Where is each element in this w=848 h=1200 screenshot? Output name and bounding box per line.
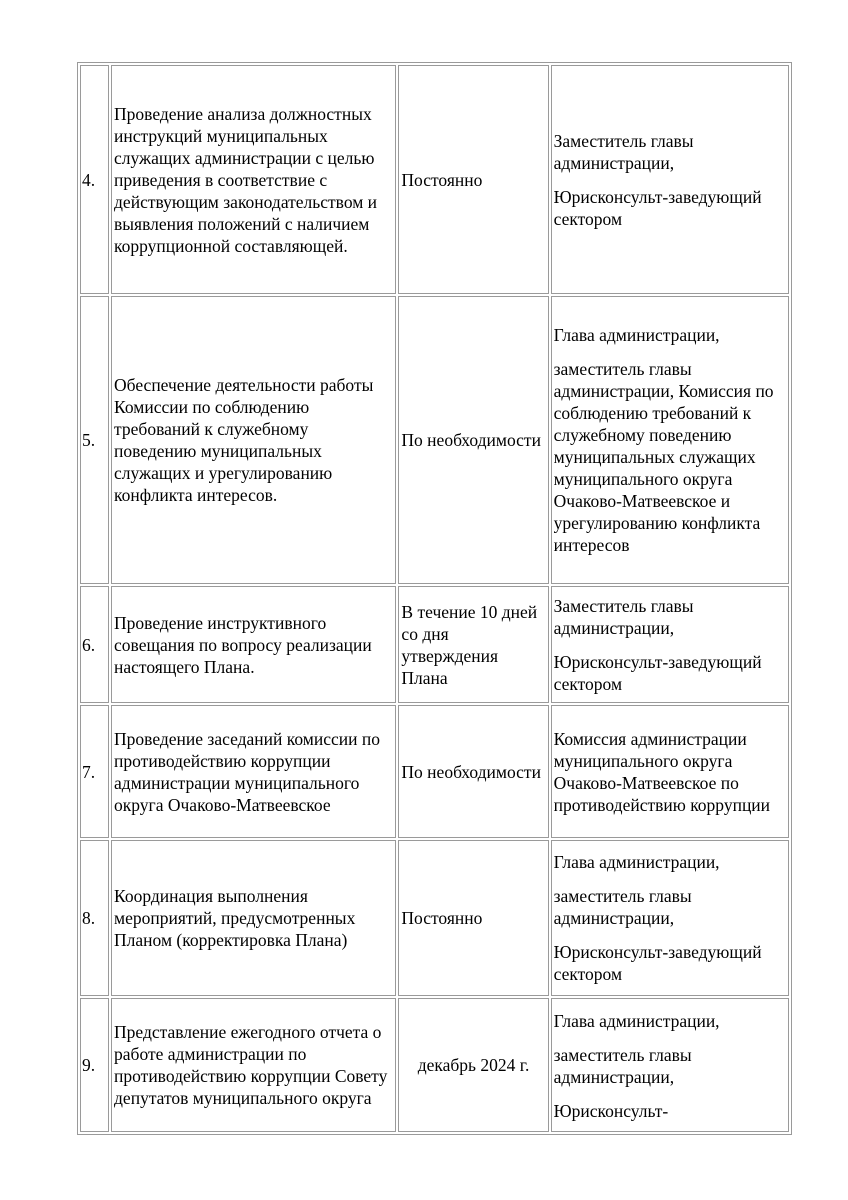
row-number: 7.	[80, 705, 109, 838]
row-term-text: декабрь 2024 г.	[417, 1055, 530, 1075]
row-action: Обеспечение деятельности работы Комиссии по соблюдению требований к служебному поведению муниципальных служащих и урегулированию конфликта интересов.	[111, 296, 396, 584]
responsible-line: заместитель главы администрации, Комиссия по соблюдению требований к служебному поведению муниципальных служащих муниципального округа Очаково-Матвеевское и урегулированию конфликта интересов	[553, 359, 774, 555]
row-term: Постоянно	[398, 65, 548, 294]
table-row	[80, 65, 789, 294]
row-responsible	[551, 705, 789, 838]
responsible-line: заместитель главы администрации,	[553, 886, 692, 928]
responsible-line: Заместитель главы администрации,	[553, 130, 694, 173]
row-term: По необходимости	[398, 296, 548, 584]
responsible-line: Юрисконсульт-заведующий сектором	[553, 942, 762, 984]
responsible-line: Глава администрации,	[553, 325, 720, 345]
responsible-clip	[554, 1000, 786, 1130]
table-row	[80, 705, 789, 838]
plan-table	[77, 62, 792, 1135]
responsible-line: Глава администрации,	[553, 1011, 720, 1031]
row-number: 4.	[80, 65, 109, 294]
table-row	[80, 840, 789, 996]
row-responsible	[551, 998, 789, 1132]
row-number: 9.	[80, 998, 109, 1132]
table-row	[80, 586, 789, 703]
responsible-line: Комиссия администрации муниципального округа Очаково-Матвеевское по противодействию коррупции	[553, 728, 771, 815]
row-number: 5.	[80, 296, 109, 584]
row-action: Проведение инструктивного совещания по вопросу реализации настоящего Плана.	[111, 586, 396, 703]
responsible-line: Юрисконсульт-заведующий сектором	[553, 651, 762, 694]
row-responsible	[551, 65, 789, 294]
row-term	[398, 998, 548, 1132]
row-responsible	[551, 586, 789, 703]
responsible-line: Заместитель главы администрации,	[553, 595, 694, 638]
row-number: 8.	[80, 840, 109, 996]
row-term: По необходимости	[398, 705, 548, 838]
row-action: Представление ежегодного отчета о работе администрации по противодействию коррупции Совету депутатов муниципального округа	[111, 998, 396, 1132]
row-action: Координация выполнения мероприятий, предусмотренных Планом (корректировка Плана)	[111, 840, 396, 996]
responsible-line: заместитель главы администрации,	[553, 1045, 692, 1087]
responsible-line: Глава администрации,	[553, 852, 720, 872]
row-term: Постоянно	[398, 840, 548, 996]
row-responsible	[551, 296, 789, 584]
responsible-line: Юрисконсульт-заведующий сектором	[553, 186, 762, 229]
table-row	[80, 296, 789, 584]
row-responsible	[551, 840, 789, 996]
row-term: В течение 10 дней со дня утверждения Плана	[398, 586, 548, 703]
table-row	[80, 998, 789, 1132]
row-action: Проведение анализа должностных инструкций муниципальных служащих администрации с целью приведения в соответствие с действующим законодательством и выявления положений с наличием коррупционной составляющей.	[111, 65, 396, 294]
row-number: 6.	[80, 586, 109, 703]
responsible-line: Юрисконсульт-	[553, 1101, 669, 1121]
row-action: Проведение заседаний комиссии по противодействию коррупции администрации муниципального округа Очаково-Матвеевское	[111, 705, 396, 838]
